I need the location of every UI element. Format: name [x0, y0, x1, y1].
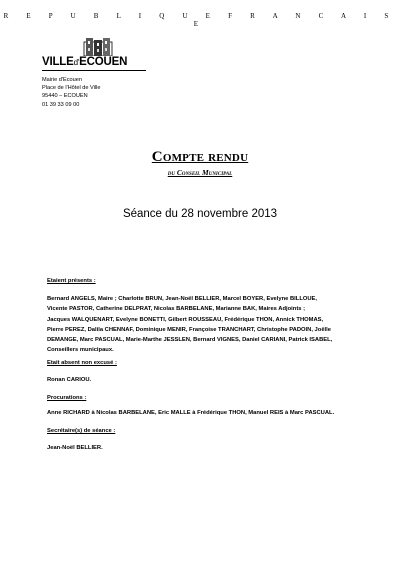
address-line: 01 39 33 09 00 [42, 101, 80, 108]
presents-line: Pierre PEREZ, Dalila CHENNAF, Dominique MENIR, Françoise TRANCHART, Christophe PADOIN, Joëlle [47, 326, 331, 333]
mairie-address [42, 76, 101, 109]
logo-wordmark [42, 56, 127, 68]
absent-label [47, 360, 352, 366]
absent-label-text: Etait absent non excusé : [47, 360, 117, 366]
seance-date: Séance du 28 novembre 2013 [122, 208, 278, 220]
address-line: Mairie d'Ecouen [42, 77, 82, 83]
secretaire-label-text: Secrétaire(s) de séance : [47, 428, 116, 434]
secretaire-label [47, 428, 352, 434]
logo-word-ecouen: ECOUEN [79, 56, 128, 68]
presents-line: DEMANGE, Marc PASCUAL, Marie-Marthe JESSLEN, Bernard VIGNES, Daniel CARIANI, Patrick ISABEL, [47, 337, 333, 344]
procurations-value: Anne RICHARD à Nicolas BARBELANE, Eric MALLE à Frédérique THON, Manuel REIS à Marc PASCUAL. [47, 410, 335, 416]
castle-logo-icon [82, 36, 114, 56]
presents-label-text: Etaient présents : [47, 278, 96, 284]
procurations-label [47, 395, 352, 401]
presents-label [47, 278, 352, 284]
logo-underline [42, 70, 146, 71]
presents-list [47, 294, 352, 356]
presents-line: Conseillers municipaux. [47, 347, 114, 354]
ville-ecouen-logo [42, 36, 152, 76]
presents-line: Bernard ANGELS, Maire ; Charlotte BRUN, Jean-Noël BELLIER, Marcel BOYER, Evelyne BILLOUE, [47, 296, 318, 302]
document-title: Compte rendu [151, 149, 249, 165]
presents-line: Vicente PASTOR, Catherine DELPRAT, Nicolas BARBELANE, Marianne BAK, Maires Adjoints ; [47, 306, 306, 313]
absent-value: Ronan CARIOU. [47, 377, 92, 383]
logo-word-d: d' [73, 58, 80, 67]
address-line: Place de l'Hôtel de Ville [42, 85, 101, 92]
logo-word-ville: VILLE [42, 56, 74, 68]
address-line: 95440 – ECOUEN [42, 93, 88, 100]
secretaire-value: Jean-Noël BELLIER. [47, 445, 103, 451]
presents-line: Jacques WALQUENART, Evelyne BONETTI, Gilbert ROUSSEAU, Frédérique THON, Annick THOMAS, [47, 316, 324, 323]
document-title-block [0, 149, 400, 177]
republique-francaise-header: R E P U B L I Q U E F R A N C A I S E [3, 12, 397, 28]
procurations-label-text: Procurations : [47, 395, 87, 401]
document-subtitle: du Conseil Municipal [167, 168, 233, 177]
